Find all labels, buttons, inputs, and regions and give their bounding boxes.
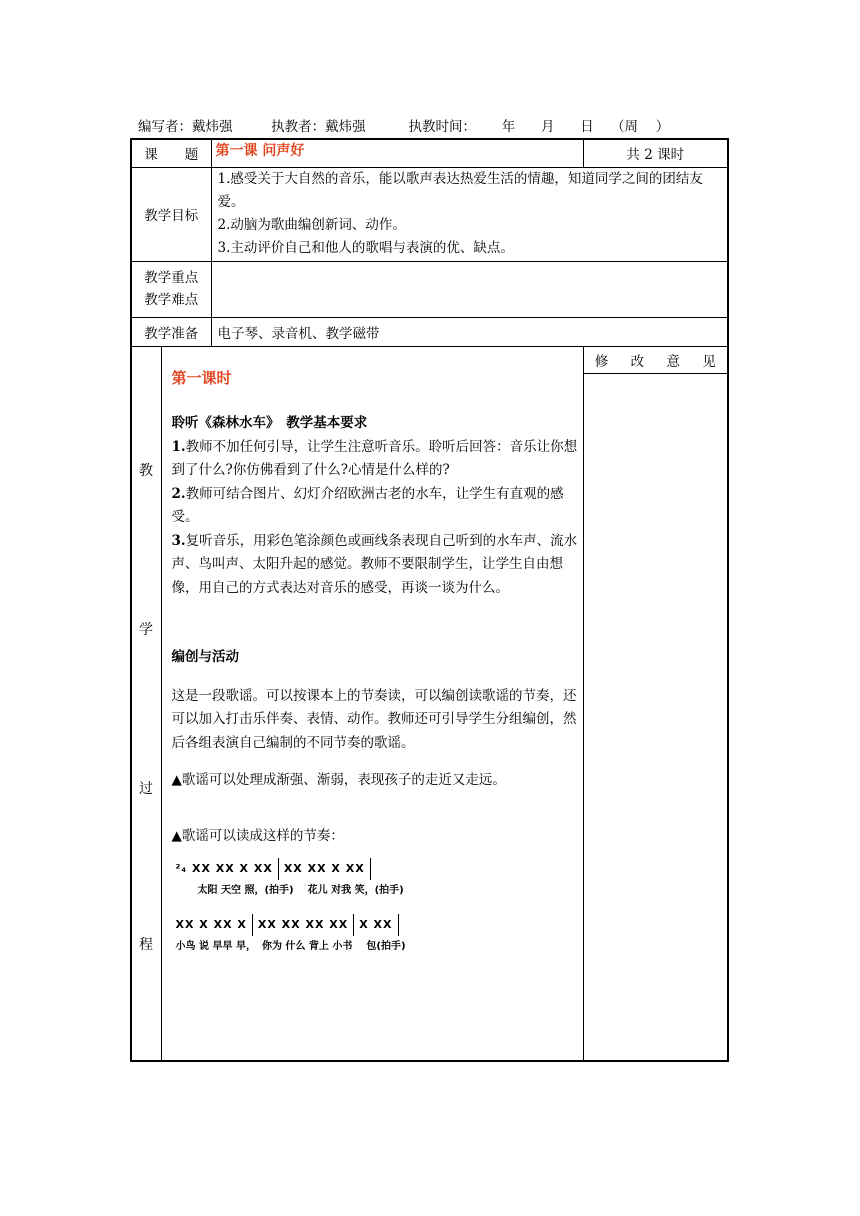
- rhythm-measure: XX X XX X: [175, 917, 247, 931]
- score-lyric-line: [176, 936, 583, 958]
- year-label: 年: [501, 119, 516, 135]
- lyric-text: 小鸟 说 早早 早，: [175, 941, 256, 953]
- goal-item: 2.动脑为歌曲编创新词、动作。: [217, 217, 406, 233]
- item-number: 3.: [171, 532, 186, 549]
- goal-item: 1.感受关于大自然的音乐，能以歌声表达热爱生活的情趣，知道同学之间的团结友爱。: [217, 171, 703, 210]
- listen-title: 聆听《森林水车》 教学基本要求: [171, 415, 368, 431]
- remarks-header: [584, 347, 728, 374]
- bar-line: [353, 914, 354, 936]
- process-label-cell: [131, 346, 161, 1061]
- item-number: 1.: [171, 438, 186, 455]
- requirement-item: [172, 436, 583, 483]
- item-number: 2.: [171, 485, 186, 502]
- key-points-label: [131, 261, 211, 317]
- key-points-label-1: 教学重点: [144, 270, 199, 286]
- remarks-char: 改: [630, 353, 645, 370]
- writer-name: 戴炜强: [192, 119, 233, 135]
- remarks-column: [583, 346, 728, 1061]
- lyric-text: 花儿 对我 笑，(拍手): [307, 885, 404, 897]
- bar-line: [370, 858, 371, 880]
- goals-cell: [211, 167, 728, 261]
- lyric-text: 你为 什么 背上 小书: [261, 941, 353, 953]
- rhythm-measure: XX XX X XX: [283, 861, 365, 875]
- create-paragraph: 这是一段歌谣。可以按课本上的节奏读，可以编创读歌谣的节奏，还可以加入打击乐伴奏、表情、动作。教师还可引导学生分组编创，然后各组表演自己编制的不同节奏的歌谣。: [171, 687, 577, 751]
- process-content: [161, 346, 583, 1061]
- lesson-plan-table: [130, 138, 729, 1062]
- document-header: [138, 115, 669, 135]
- time-label: 执教时间：: [408, 119, 477, 135]
- remarks-char: 意: [666, 353, 680, 370]
- topic-label: 课 题: [131, 139, 211, 167]
- remarks-char: 修: [594, 353, 609, 370]
- key-points-cell: [211, 261, 728, 317]
- lyric-text: 太阳 天空 照，(拍手): [197, 885, 294, 897]
- item-text: 复听音乐，用彩色笔涂颜色或画线条表现自己听到的水车声、流水声、鸟叫声、太阳升起的感觉。教师不要限制学生，让学生自由想像，用自己的方式表达对音乐的感受，再谈一谈为什么。: [171, 532, 578, 596]
- item-text: 教师可结合图片、幻灯介绍欧洲古老的水车，让学生有直观的感受。: [171, 485, 564, 525]
- bar-line: [252, 914, 253, 936]
- note-dynamics: ▲歌谣可以处理成渐强、渐弱，表现孩子的走近又走远。: [171, 772, 506, 788]
- rhythm-measure: ²₄ XX XX X XX: [175, 861, 273, 875]
- remarks-char: 见: [702, 353, 716, 370]
- process-char: 过: [139, 780, 153, 797]
- note-rhythm: ▲歌谣可以读成这样的节奏：: [171, 827, 344, 844]
- key-points-label-2: 教学难点: [144, 292, 199, 308]
- goal-item: 3.主动评价自己和他人的歌唱与表演的优、缺点。: [217, 240, 514, 256]
- month-label: 月: [541, 119, 555, 135]
- total-periods: 共 2 课时: [583, 139, 728, 167]
- prep-label: 教学准备: [131, 317, 211, 346]
- create-title: 编创与活动: [171, 649, 239, 665]
- rhythm-measure: X XX: [359, 917, 393, 931]
- teacher-label: 执教者：: [271, 119, 326, 135]
- goals-label: 教学目标: [131, 167, 211, 261]
- teacher-name: 戴炜强: [325, 119, 366, 135]
- prep-content: 电子琴、录音机、教学磁带: [211, 317, 728, 346]
- requirement-item: [172, 483, 583, 530]
- process-char: 教: [139, 462, 153, 479]
- score-rhythm-line: [176, 910, 583, 936]
- writer-label: 编写者：: [138, 119, 192, 135]
- bar-line: [398, 914, 399, 936]
- week-label: （周 ）: [610, 119, 670, 135]
- score-lyric-line: [176, 880, 583, 902]
- score-rhythm-line: [176, 854, 583, 880]
- topic-title: 第一课 问声好: [211, 139, 583, 167]
- lyric-text: 包(拍手): [366, 941, 406, 953]
- rhythm-measure: XX XX XX XX: [257, 917, 349, 931]
- period-title: 第一课时: [171, 368, 232, 387]
- process-char: 学: [139, 621, 153, 638]
- day-label: 日: [580, 119, 594, 135]
- requirement-item: [172, 530, 583, 601]
- bar-line: [278, 858, 279, 880]
- rhythm-score: [176, 854, 583, 958]
- item-text: 教师不加任何引导，让学生注意听音乐。聆听后回答：音乐让你想到了什么?你仿佛看到了什么?心情是什么样的?: [171, 438, 578, 478]
- process-char: 程: [139, 936, 153, 953]
